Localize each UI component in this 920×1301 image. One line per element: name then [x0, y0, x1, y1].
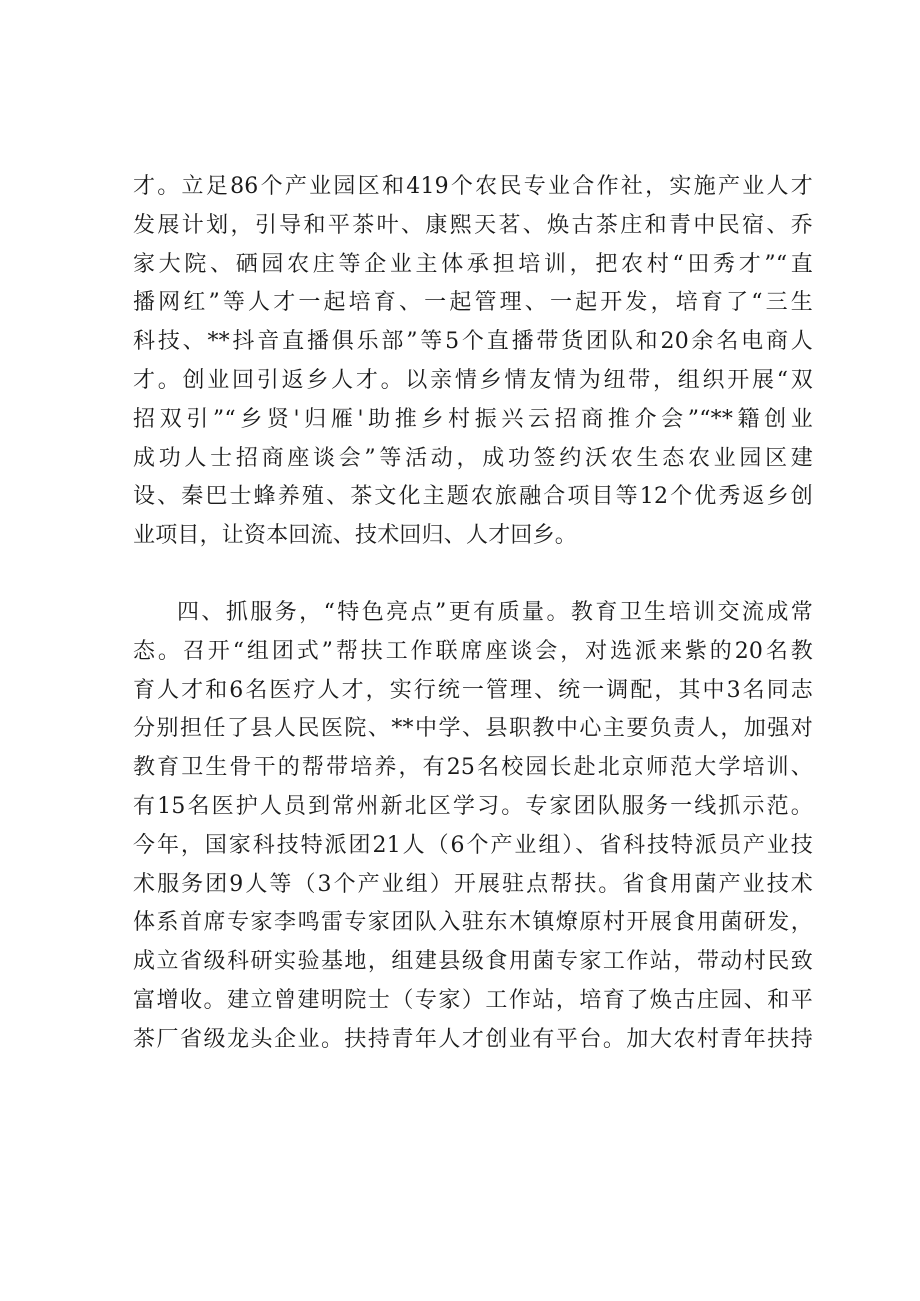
text-line: 育人才和6名医疗人才，实行统一管理、统一调配，其中3名同志 — [133, 677, 813, 703]
text-line: 体系首席专家李鸣雷专家团队入驻东木镇燎原村开展食用菌研发， — [133, 910, 813, 936]
paragraph-talent-cultivation — [133, 168, 813, 556]
section-heading-line: 四、抓服务，“特色亮点”更有质量。教育卫生培训交流成常 — [177, 600, 813, 625]
paragraph-service-highlights — [133, 594, 813, 1060]
text-line: 家大院、硒园农庄等企业主体承担培训，把农村“田秀才”“直 — [133, 251, 813, 277]
text-line: 招双引”“乡贤'归雁'助推乡村振兴云招商推介会”“**籍创业 — [133, 406, 813, 432]
text-line: 分别担任了县人民医院、**中学、县职教中心主要负责人，加强对 — [133, 716, 813, 742]
text-line: 态。召开“组团式”帮扶工作联席座谈会，对选派来紫的20名教 — [133, 638, 813, 664]
text-line: 教育卫生骨干的帮带培养，有25名校园长赴北京师范大学培训、 — [133, 755, 813, 781]
text-line: 才。创业回引返乡人才。以亲情乡情友情为纽带，组织开展“双 — [133, 367, 813, 393]
text-line: 富增收。建立曾建明院士（专家）工作站，培育了焕古庄园、和平 — [133, 987, 813, 1013]
text-line: 业项目，让资本回流、技术回归、人才回乡。 — [133, 523, 578, 549]
text-line: 成立省级科研实验基地，组建县级食用菌专家工作站，带动村民致 — [133, 949, 813, 975]
text-line: 成功人士招商座谈会”等活动，成功签约沃农生态农业园区建 — [133, 445, 813, 471]
text-line: 才。立足86个产业园区和419个农民专业合作社，实施产业人才 — [133, 174, 813, 199]
text-line: 茶厂省级龙头企业。扶持青年人才创业有平台。加大农村青年扶持 — [133, 1026, 813, 1052]
text-line: 科技、**抖音直播俱乐部”等5个直播带货团队和20余名电商人 — [133, 329, 813, 355]
text-line: 有15名医护人员到常州新北区学习。专家团队服务一线抓示范。 — [133, 793, 813, 819]
text-line: 术服务团9人等（3个产业组）开展驻点帮扶。省食用菌产业技术 — [133, 871, 813, 897]
text-line: 今年，国家科技特派团21人（6个产业组）、省科技特派员产业技 — [133, 832, 813, 858]
text-line: 发展计划，引导和平茶叶、康熙天茗、焕古茶庄和青中民宿、乔 — [133, 212, 813, 238]
text-line: 播网红”等人才一起培育、一起管理、一起开发，培育了“三生 — [133, 290, 813, 316]
text-line: 设、秦巴士蜂养殖、茶文化主题农旅融合项目等12个优秀返乡创 — [133, 484, 813, 510]
